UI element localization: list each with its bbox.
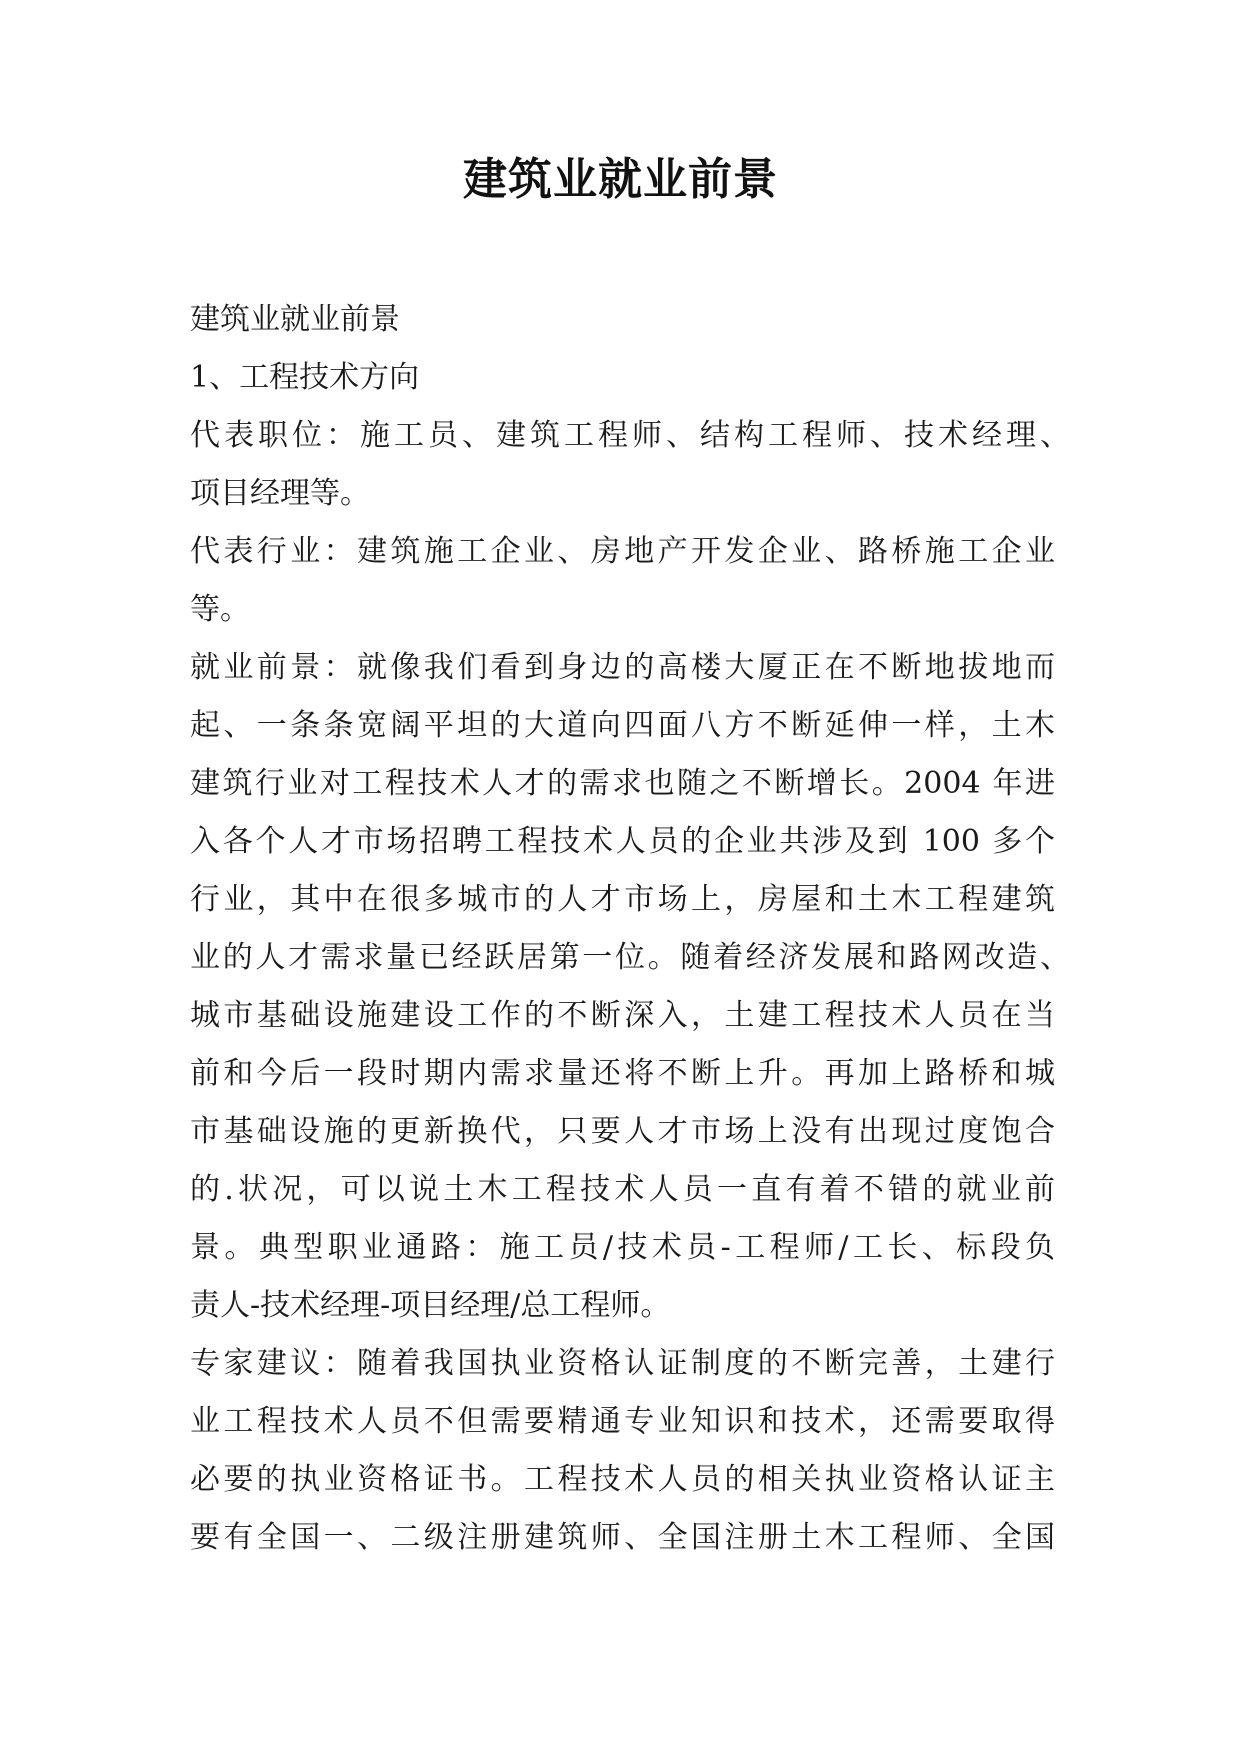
paragraph-line: 代表职位：施工员、建筑工程师、结构工程师、技术经理、 xyxy=(190,418,1070,453)
paragraph-line: 景。典型职业通路：施工员/技术员-工程师/工长、标段负 xyxy=(190,1230,1055,1265)
paragraph-line: 要有全国一、二级注册建筑师、全国注册土木工程师、全国 xyxy=(190,1520,1055,1555)
paragraph-line: 代表行业：建筑施工企业、房地产开发企业、路桥施工企业 xyxy=(190,534,1055,569)
paragraph-line: 起、一条条宽阔平坦的大道向四面八方不断延伸一样，土木 xyxy=(190,708,1055,743)
paragraph-line: 业的人才需求量已经跃居第一位。随着经济发展和路网改造、 xyxy=(190,940,1070,975)
paragraph-line: 市基础设施的更新换代，只要人才市场上没有出现过度饱合 xyxy=(190,1114,1055,1149)
document-body xyxy=(190,291,1070,1567)
paragraph-line: 项目经理等。 xyxy=(190,476,370,511)
paragraph-line: 行业，其中在很多城市的人才市场上，房屋和土木工程建筑 xyxy=(190,882,1055,917)
paragraph-line: 专家建议：随着我国执业资格认证制度的不断完善，土建行 xyxy=(190,1346,1055,1381)
paragraph-line-heading: 建筑业就业前景 xyxy=(190,302,400,337)
paragraph-line: 等。 xyxy=(190,592,250,627)
document-title: 建筑业就业前景 xyxy=(463,154,778,205)
paragraph-line: 必要的执业资格证书。工程技术人员的相关执业资格认证主 xyxy=(190,1462,1055,1497)
paragraph-line: 前和今后一段时期内需求量还将不断上升。再加上路桥和城 xyxy=(190,1056,1055,1091)
paragraph-line: 业工程技术人员不但需要精通专业知识和技术，还需要取得 xyxy=(190,1404,1055,1439)
paragraph-line-section-heading: 1、工程技术方向 xyxy=(190,360,420,395)
paragraph-line: 城市基础设施建设工作的不断深入，土建工程技术人员在当 xyxy=(190,998,1055,1033)
paragraph-line: 入各个人才市场招聘工程技术人员的企业共涉及到 100 多个 xyxy=(190,824,1055,859)
paragraph-line: 建筑行业对工程技术人才的需求也随之不断增长。2004 年进 xyxy=(190,766,1055,801)
paragraph-line: 责人-技术经理-项目经理/总工程师。 xyxy=(190,1288,671,1323)
paragraph-line: 就业前景：就像我们看到身边的高楼大厦正在不断地拔地而 xyxy=(190,650,1055,685)
paragraph-line: 的.状况，可以说土木工程技术人员一直有着不错的就业前 xyxy=(190,1172,1055,1207)
